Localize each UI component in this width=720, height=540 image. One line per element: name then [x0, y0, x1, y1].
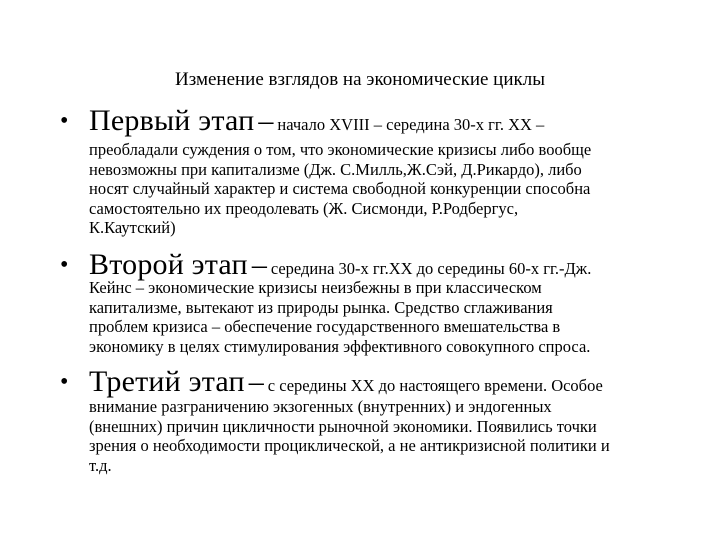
description-line: преобладали суждения о том, что экономические кризисы либо вообще — [89, 140, 592, 159]
stage-description — [89, 397, 669, 475]
description-line: (внешних) причин цикличности рыночной экономики. Появились точки — [89, 416, 597, 436]
bullet-dot-icon: • — [60, 369, 69, 395]
description-line: внимание разграничению экзогенных (внутренних) и эндогенных — [89, 397, 552, 416]
stage-description — [89, 278, 669, 356]
slide-title: Изменение взглядов на экономические циклы — [174, 69, 545, 90]
description-line: экономику в целях стимулирования эффективного совокупного спроса. — [89, 336, 591, 356]
stage-description — [89, 140, 669, 238]
description-line: зрения о необходимости проциклической, а не антикризисной политики и — [89, 436, 610, 456]
description-line: носят случайный характер и система свободной конкуренции способна — [89, 179, 591, 199]
stage-dash: – — [248, 365, 264, 398]
description-line: самостоятельно их преодолевать (Ж. Сисмонди, Р.Родбергус, — [89, 198, 519, 218]
stage-period: середина 30-х гг.XX до середины 60-х гг.-Дж. — [270, 259, 592, 278]
description-line: т.д. — [89, 455, 112, 475]
description-line: К.Каутский) — [89, 218, 176, 238]
description-line: проблем кризиса – обеспечение государственного вмешательства в — [89, 317, 561, 337]
stage-period: с середины XX до настоящего времени. Особое — [267, 376, 603, 395]
stage-dash: – — [258, 104, 274, 137]
bullet-dot-icon: • — [60, 108, 69, 134]
stage-heading — [89, 106, 689, 141]
description-line: капитализме, вытекают из природы рынка. Средство сглаживания — [89, 297, 553, 317]
stage-label: Второй этап — [89, 248, 248, 281]
description-line: невозможны при капитализме (Дж. С.Милль,Ж.Сэй, Д.Рикардо), либо — [89, 159, 582, 179]
bullet-dot-icon: • — [60, 252, 69, 278]
description-line: Кейнс – экономические кризисы неизбежны в при классическом — [89, 278, 542, 297]
stage-dash: – — [251, 248, 267, 281]
stage-label: Первый этап — [89, 104, 255, 137]
stage-label: Третий этап — [89, 365, 245, 398]
stage-period: начало XVIII – середина 30-х гг. XX – — [277, 115, 545, 134]
